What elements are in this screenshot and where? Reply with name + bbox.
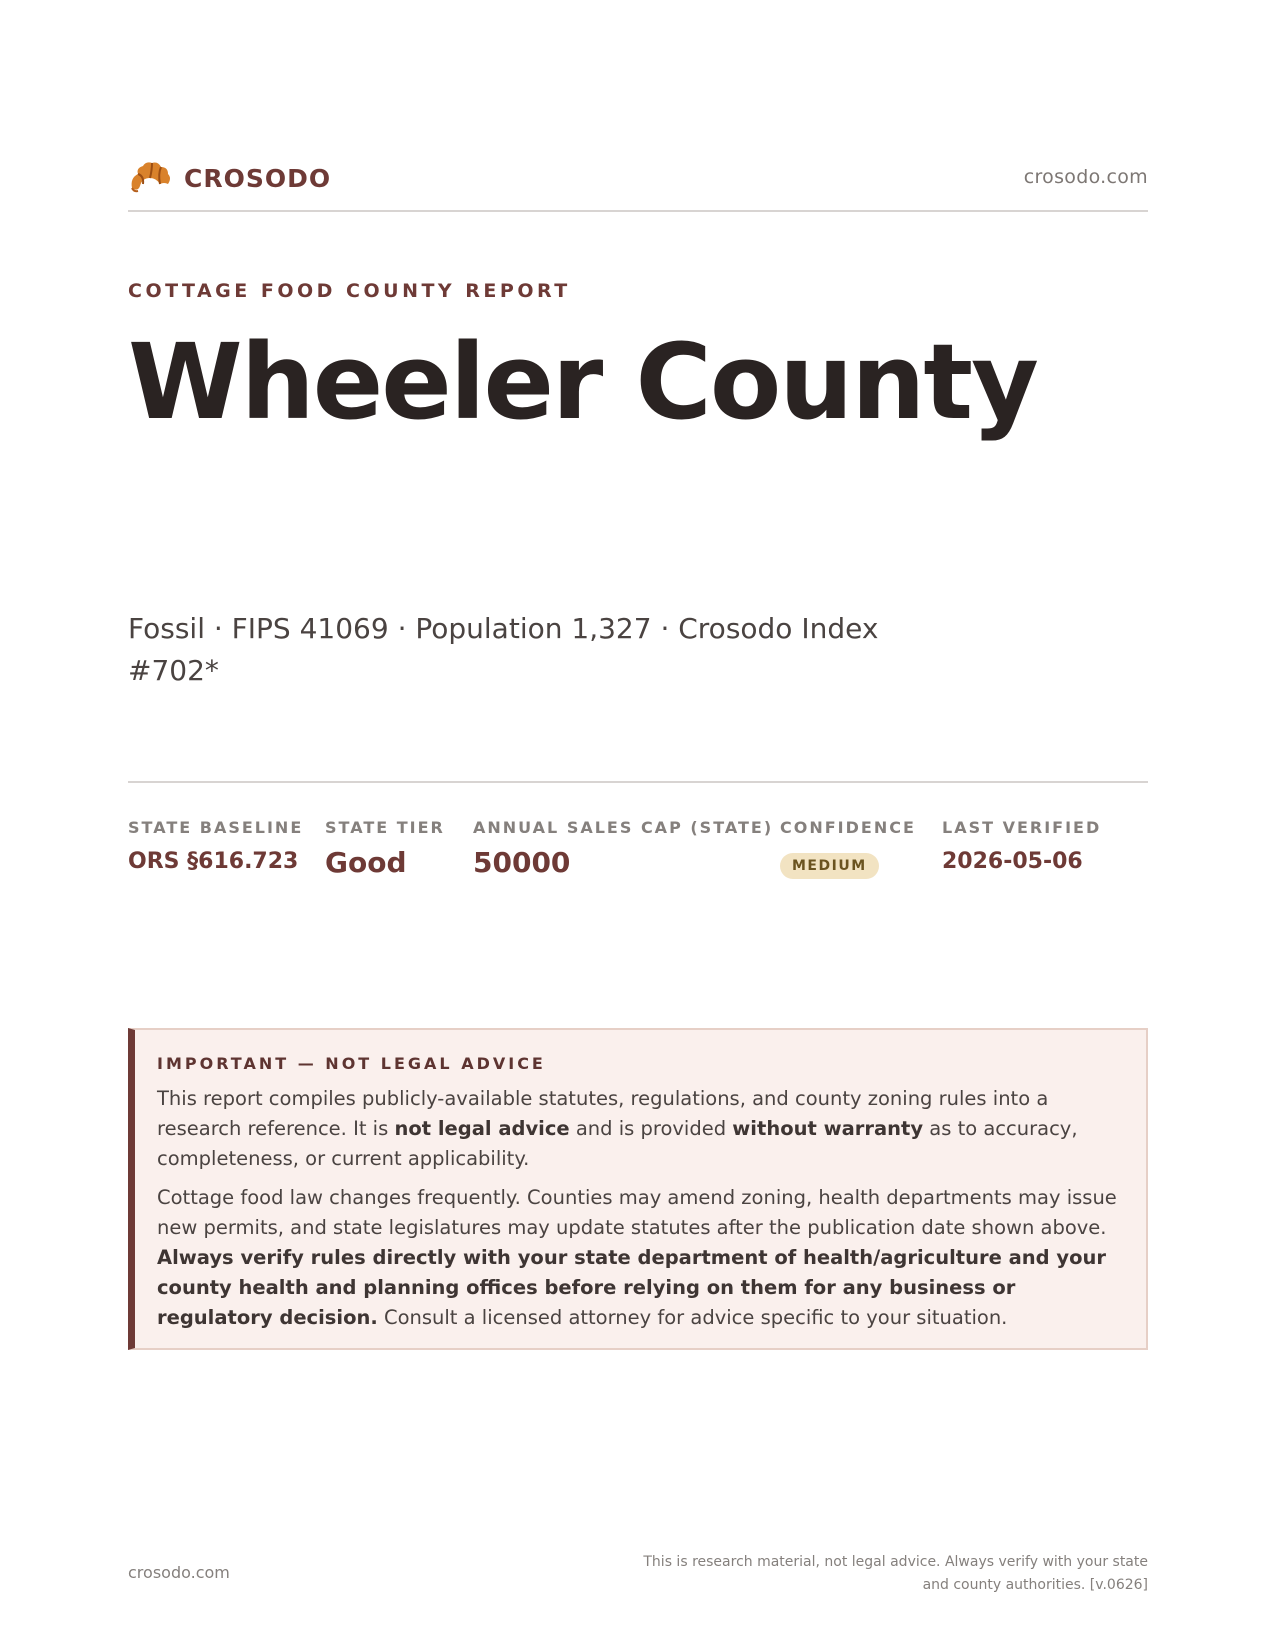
report-eyebrow: COTTAGE FOOD COUNTY REPORT bbox=[128, 280, 571, 302]
stat-state-tier bbox=[325, 818, 445, 879]
stats-row bbox=[128, 818, 1148, 898]
stat-value: Good bbox=[325, 846, 407, 879]
stat-confidence bbox=[780, 818, 916, 879]
page-header bbox=[128, 158, 1148, 198]
stat-label: CONFIDENCE bbox=[780, 818, 916, 837]
stat-label: ANNUAL SALES CAP (STATE) bbox=[473, 818, 774, 837]
stat-value: 50000 bbox=[473, 846, 571, 879]
notice-title: IMPORTANT — NOT LEGAL ADVICE bbox=[157, 1054, 546, 1073]
report-page bbox=[128, 0, 1148, 1650]
stat-label: STATE BASELINE bbox=[128, 818, 304, 837]
stat-label: LAST VERIFIED bbox=[942, 818, 1102, 837]
site-url[interactable]: crosodo.com bbox=[1023, 166, 1148, 188]
croissant-icon bbox=[128, 158, 172, 198]
header-divider bbox=[128, 210, 1148, 212]
notice-paragraph: Cottage food law changes frequently. Counties may amend zoning, health departments may issue new permits, and state legislatures may update statutes after the publication date shown above. Always verify rules directly with your state department of health/agriculture and your county health and planning offices before relying on them for any business or regulatory decision. Consult a licensed attorney for advice specific to your situation. bbox=[157, 1186, 1117, 1329]
stat-value: 2026-05-06 bbox=[942, 849, 1083, 874]
county-subtitle: Fossil · FIPS 41069 · Population 1,327 · Crosodo Index #702* bbox=[128, 612, 879, 687]
brand-name: CROSODO bbox=[184, 163, 332, 193]
stat-last-verified bbox=[942, 818, 1101, 874]
section-divider bbox=[128, 781, 1148, 783]
stat-label: STATE TIER bbox=[325, 818, 445, 837]
confidence-badge: MEDIUM bbox=[780, 853, 879, 879]
legal-notice bbox=[128, 1028, 1148, 1350]
stat-state-baseline bbox=[128, 818, 303, 874]
footer-site-url[interactable]: crosodo.com bbox=[128, 1563, 230, 1582]
stat-sales-cap bbox=[473, 818, 773, 879]
page-title: Wheeler County bbox=[128, 321, 1037, 443]
notice-paragraph: This report compiles publicly-available statutes, regulations, and county zoning rules into a research reference. It is not legal advice and is provided without warranty as to accuracy, completeness, or current applicability. bbox=[157, 1087, 1078, 1170]
brand-logo[interactable] bbox=[128, 158, 331, 198]
footer-disclaimer: This is research material, not legal advice. Always verify with your state and county authorities. [v.0626] bbox=[643, 1554, 1148, 1593]
stat-value: ORS §616.723 bbox=[128, 849, 299, 874]
